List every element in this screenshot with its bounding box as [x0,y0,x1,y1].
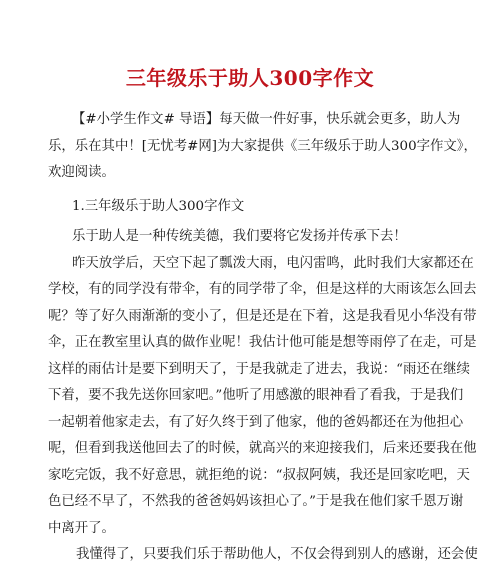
document-title: 三年级乐于助人300字作文 [125,66,375,90]
essay-line: 昨天放学后，天空下起了瓢泼大雨，电闪雷鸣，此时我们大家都还在 [72,255,474,271]
essay-line: 我懂得了，只要我们乐于帮助他人，不仅会得到别人的感谢，还会使 [76,547,478,562]
essay-line: 中离开了。 [48,520,115,536]
intro-line: 欢迎阅读。 [48,165,115,180]
essay-line: 家吃完饭，我不好意思，就拒绝的说：“叔叔阿姨，我还是回家吃吧，天 [48,467,470,483]
essay-line: 呢？等了好久雨渐渐的变小了，但是还是在下着，这是我看见小华没有带 [48,308,477,324]
intro-line: 【#小学生作文# 导语】每天做一件好事，快乐就会更多，助人为 [72,112,461,127]
essay-line: 下着，要不我先送你回家吧。”他听了用感激的眼神看了看我，于是我们 [48,388,464,403]
essay-body [48,224,478,565]
essay-line: 这样的雨估计是要下到明天了，于是我就走了进去，我说：“雨还在继续 [48,361,470,377]
section-heading: 1.三年级乐于助人300字作文 [72,199,245,214]
essay-line: 呢，但看到我送他回去了的时候，就高兴的来迎接我们，后来还要我在他 [48,441,477,456]
essay-line: 一起朝着他家走去，有了好久终于到了他家，他的爸妈都还在为他担心 [48,414,464,430]
essay-line: 伞，正在教室里认真的做作业呢！我估计他可能是想等雨停了在走，可是 [48,335,477,350]
essay-line: 乐于助人是一种传统美德，我们要将它发扬并传承下去！ [72,229,407,244]
intro-paragraph [48,107,477,187]
essay-line: 学校，有的同学没有带伞，有的同学带了伞，但是这样的大雨该怎么回去 [48,282,477,297]
intro-line: 乐，乐在其中！[无忧考#网]为大家提供《三年级乐于助人300字作文》， [48,138,477,154]
section-heading-block [48,194,458,221]
essay-line: 色已经不早了，不然我的爸爸妈妈该担心了。”于是我在他们家千恩万谢 [48,494,464,509]
